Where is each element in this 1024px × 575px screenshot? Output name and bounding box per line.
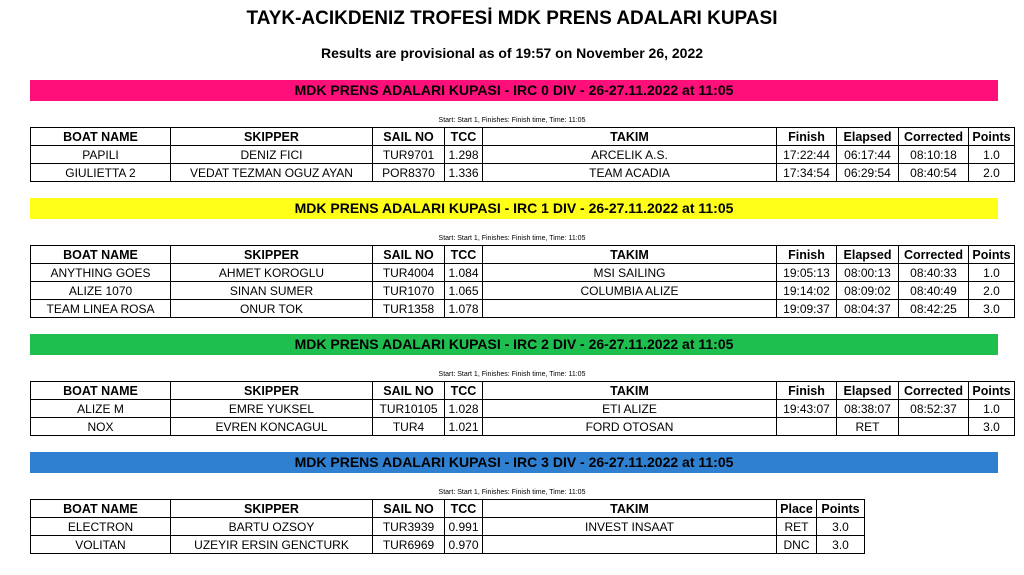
- division-banner-irc2: MDK PRENS ADALARI KUPASI - IRC 2 DIV - 26-27.11.2022 at 11:05: [30, 334, 998, 355]
- cell-takim: [483, 536, 777, 554]
- cell-takim: COLUMBIA ALIZE: [483, 282, 777, 300]
- cell-boat: TEAM LINEA ROSA: [31, 300, 171, 318]
- cell-corrected: 08:42:25: [899, 300, 969, 318]
- cell-skipper: AHMET KOROGLU: [171, 264, 373, 282]
- cell-elapsed: 08:00:13: [837, 264, 899, 282]
- col-sail-no: SAIL NO: [373, 246, 445, 264]
- col-points: Points: [817, 500, 865, 518]
- cell-elapsed: 08:04:37: [837, 300, 899, 318]
- col-elapsed: Elapsed: [837, 246, 899, 264]
- col-elapsed: Elapsed: [837, 382, 899, 400]
- cell-sail: TUR10105: [373, 400, 445, 418]
- cell-skipper: EMRE YUKSEL: [171, 400, 373, 418]
- col-sail-no: SAIL NO: [373, 128, 445, 146]
- cell-finish: 19:05:13: [777, 264, 837, 282]
- cell-elapsed: 06:17:44: [837, 146, 899, 164]
- col-takim: TAKIM: [483, 246, 777, 264]
- cell-boat: NOX: [31, 418, 171, 436]
- cell-corrected: 08:52:37: [899, 400, 969, 418]
- table-header-row: [31, 382, 1015, 400]
- cell-points: 3.0: [817, 518, 865, 536]
- table-row: [31, 164, 1015, 182]
- cell-elapsed: 08:09:02: [837, 282, 899, 300]
- start-info-irc0: Start: Start 1, Finishes: Finish time, Time: 11:05: [438, 117, 586, 124]
- col-skipper: SKIPPER: [171, 500, 373, 518]
- cell-tcc: 1.336: [445, 164, 483, 182]
- cell-takim: ETI ALIZE: [483, 400, 777, 418]
- col-sail-no: SAIL NO: [373, 500, 445, 518]
- cell-tcc: 1.028: [445, 400, 483, 418]
- table-row: [31, 146, 1015, 164]
- cell-elapsed: 06:29:54: [837, 164, 899, 182]
- cell-takim: FORD OTOSAN: [483, 418, 777, 436]
- cell-takim: ARCELIK A.S.: [483, 146, 777, 164]
- cell-finish: 19:43:07: [777, 400, 837, 418]
- table-header-row: [31, 500, 865, 518]
- cell-finish: 19:14:02: [777, 282, 837, 300]
- cell-sail: TUR4: [373, 418, 445, 436]
- cell-corrected: 08:40:33: [899, 264, 969, 282]
- cell-sail: TUR4004: [373, 264, 445, 282]
- cell-corrected: 08:10:18: [899, 146, 969, 164]
- division-banner-irc3: MDK PRENS ADALARI KUPASI - IRC 3 DIV - 26-27.11.2022 at 11:05: [30, 452, 998, 473]
- cell-tcc: 1.021: [445, 418, 483, 436]
- table-row: [31, 518, 865, 536]
- table-row: [31, 264, 1015, 282]
- cell-skipper: VEDAT TEZMAN OGUZ AYAN: [171, 164, 373, 182]
- col-points: Points: [969, 382, 1015, 400]
- col-tcc: TCC: [445, 500, 483, 518]
- division-banner-irc0: MDK PRENS ADALARI KUPASI - IRC 0 DIV - 26-27.11.2022 at 11:05: [30, 80, 998, 101]
- division-banner-irc1: MDK PRENS ADALARI KUPASI - IRC 1 DIV - 26-27.11.2022 at 11:05: [30, 198, 998, 219]
- results-table-irc1: [30, 245, 1015, 318]
- col-skipper: SKIPPER: [171, 246, 373, 264]
- cell-skipper: ONUR TOK: [171, 300, 373, 318]
- cell-takim: TEAM ACADIA: [483, 164, 777, 182]
- cell-place: DNC: [777, 536, 817, 554]
- cell-points: 1.0: [969, 264, 1015, 282]
- cell-sail: POR8370: [373, 164, 445, 182]
- cell-points: 1.0: [969, 400, 1015, 418]
- cell-takim: MSI SAILING: [483, 264, 777, 282]
- cell-boat: PAPILI: [31, 146, 171, 164]
- cell-boat: ELECTRON: [31, 518, 171, 536]
- cell-finish: 17:34:54: [777, 164, 837, 182]
- table-row: [31, 300, 1015, 318]
- cell-sail: TUR6969: [373, 536, 445, 554]
- cell-skipper: UZEYIR ERSIN GENCTURK: [171, 536, 373, 554]
- cell-skipper: BARTU OZSOY: [171, 518, 373, 536]
- cell-boat: ALIZE M: [31, 400, 171, 418]
- col-tcc: TCC: [445, 128, 483, 146]
- col-boat-name: BOAT NAME: [31, 382, 171, 400]
- cell-boat: VOLITAN: [31, 536, 171, 554]
- col-sail-no: SAIL NO: [373, 382, 445, 400]
- col-skipper: SKIPPER: [171, 128, 373, 146]
- col-corrected: Corrected: [899, 246, 969, 264]
- cell-elapsed: RET: [837, 418, 899, 436]
- cell-sail: TUR9701: [373, 146, 445, 164]
- table-row: [31, 400, 1015, 418]
- col-skipper: SKIPPER: [171, 382, 373, 400]
- cell-finish: [777, 418, 837, 436]
- table-row: [31, 282, 1015, 300]
- cell-tcc: 1.065: [445, 282, 483, 300]
- cell-tcc: 0.970: [445, 536, 483, 554]
- cell-boat: GIULIETTA 2: [31, 164, 171, 182]
- cell-sail: TUR3939: [373, 518, 445, 536]
- cell-points: 3.0: [817, 536, 865, 554]
- results-table-irc2: [30, 381, 1015, 436]
- cell-takim: INVEST INSAAT: [483, 518, 777, 536]
- col-takim: TAKIM: [483, 382, 777, 400]
- col-boat-name: BOAT NAME: [31, 500, 171, 518]
- cell-takim: [483, 300, 777, 318]
- cell-points: 2.0: [969, 164, 1015, 182]
- cell-points: 2.0: [969, 282, 1015, 300]
- start-info-irc3: Start: Start 1, Finishes: Finish time, Time: 11:05: [438, 489, 586, 496]
- cell-corrected: 08:40:54: [899, 164, 969, 182]
- cell-sail: TUR1070: [373, 282, 445, 300]
- cell-corrected: [899, 418, 969, 436]
- page-subtitle: Results are provisional as of 19:57 on November 26, 2022: [320, 45, 704, 61]
- cell-finish: 19:09:37: [777, 300, 837, 318]
- cell-finish: 17:22:44: [777, 146, 837, 164]
- table-row: [31, 536, 865, 554]
- col-points: Points: [969, 246, 1015, 264]
- col-points: Points: [969, 128, 1015, 146]
- cell-points: 3.0: [969, 418, 1015, 436]
- col-tcc: TCC: [445, 382, 483, 400]
- cell-skipper: SINAN SUMER: [171, 282, 373, 300]
- cell-tcc: 1.084: [445, 264, 483, 282]
- cell-elapsed: 08:38:07: [837, 400, 899, 418]
- cell-boat: ALIZE 1070: [31, 282, 171, 300]
- col-boat-name: BOAT NAME: [31, 128, 171, 146]
- col-place: Place: [777, 500, 817, 518]
- cell-corrected: 08:40:49: [899, 282, 969, 300]
- start-info-irc2: Start: Start 1, Finishes: Finish time, Time: 11:05: [438, 371, 586, 378]
- cell-boat: ANYTHING GOES: [31, 264, 171, 282]
- cell-skipper: EVREN KONCAGUL: [171, 418, 373, 436]
- start-info-irc1: Start: Start 1, Finishes: Finish time, Time: 11:05: [438, 235, 586, 242]
- table-header-row: [31, 128, 1015, 146]
- table-row: [31, 418, 1015, 436]
- cell-tcc: 0.991: [445, 518, 483, 536]
- results-table-irc3: [30, 499, 865, 554]
- col-tcc: TCC: [445, 246, 483, 264]
- col-boat-name: BOAT NAME: [31, 246, 171, 264]
- col-elapsed: Elapsed: [837, 128, 899, 146]
- col-corrected: Corrected: [899, 382, 969, 400]
- cell-skipper: DENIZ FICI: [171, 146, 373, 164]
- col-finish: Finish: [777, 246, 837, 264]
- results-table-irc0: [30, 127, 1015, 182]
- cell-points: 3.0: [969, 300, 1015, 318]
- cell-points: 1.0: [969, 146, 1015, 164]
- col-takim: TAKIM: [483, 128, 777, 146]
- col-corrected: Corrected: [899, 128, 969, 146]
- col-finish: Finish: [777, 382, 837, 400]
- col-takim: TAKIM: [483, 500, 777, 518]
- col-finish: Finish: [777, 128, 837, 146]
- page-title: TAYK-ACIKDENIZ TROFESİ MDK PRENS ADALARI KUPASI: [246, 8, 778, 29]
- cell-tcc: 1.298: [445, 146, 483, 164]
- cell-tcc: 1.078: [445, 300, 483, 318]
- table-header-row: [31, 246, 1015, 264]
- cell-place: RET: [777, 518, 817, 536]
- cell-sail: TUR1358: [373, 300, 445, 318]
